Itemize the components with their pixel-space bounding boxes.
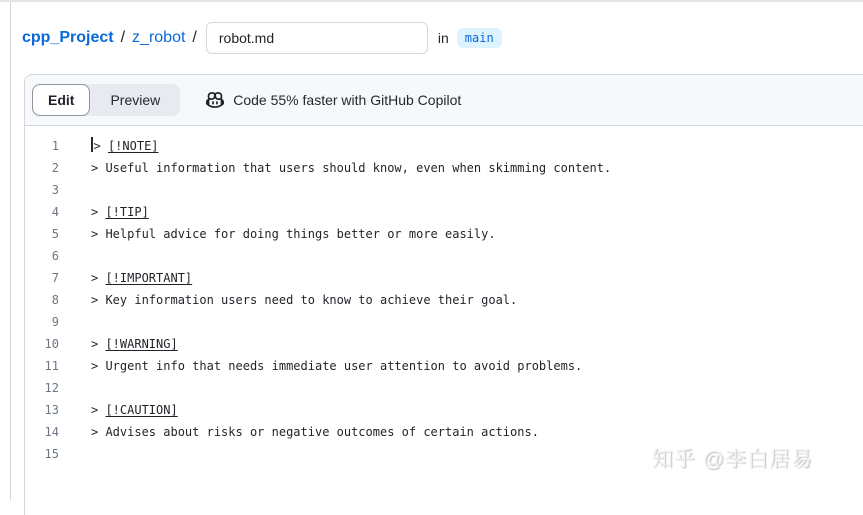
code-text: >: [93, 139, 108, 153]
alert-token: [!IMPORTANT]: [105, 271, 193, 285]
copilot-icon: [206, 91, 224, 109]
tab-edit[interactable]: Edit: [32, 84, 90, 116]
code-line-text: [59, 421, 539, 443]
code-line[interactable]: [25, 333, 863, 355]
code-line[interactable]: [25, 245, 863, 267]
line-number: 14: [44, 425, 59, 439]
code-line[interactable]: [25, 135, 863, 157]
file-header: [22, 20, 502, 56]
line-number: 5: [51, 227, 59, 241]
code-line-text: [59, 399, 178, 421]
top-divider: [0, 0, 863, 2]
code-text: >: [91, 271, 106, 285]
in-label: in: [437, 30, 449, 46]
code-line-text: [59, 377, 91, 399]
code-line-text: [59, 443, 91, 465]
code-text: > Useful information that users should know, even when skimming content.: [91, 161, 612, 175]
edit-preview-tabs: [32, 84, 180, 116]
alert-token: [!WARNING]: [105, 337, 178, 351]
alert-token: [!CAUTION]: [105, 403, 178, 417]
code-line[interactable]: [25, 289, 863, 311]
breadcrumb-separator: /: [192, 29, 197, 46]
code-text: > Helpful advice for doing things better or more easily.: [91, 227, 496, 241]
left-divider: [10, 2, 11, 500]
code-text: >: [91, 337, 106, 351]
text-cursor: [91, 137, 93, 152]
code-line-text: [59, 355, 582, 377]
code-line[interactable]: [25, 399, 863, 421]
code-line-text: [59, 289, 517, 311]
code-line[interactable]: [25, 267, 863, 289]
line-number: 1: [51, 139, 59, 153]
code-line-text: [59, 245, 91, 267]
line-number: 6: [51, 249, 59, 263]
filename-input[interactable]: [206, 22, 428, 54]
code-text: > Urgent info that needs immediate user attention to avoid problems.: [91, 359, 583, 373]
alert-token: [!TIP]: [105, 205, 149, 219]
line-number: 4: [51, 205, 59, 219]
code-line-text: [59, 157, 611, 179]
breadcrumb-folder-link[interactable]: z_robot: [132, 29, 186, 46]
line-number: 11: [44, 359, 59, 373]
line-number: 15: [44, 447, 59, 461]
code-text: > Advises about risks or negative outcomes of certain actions.: [91, 425, 539, 439]
line-number: 3: [51, 183, 59, 197]
code-line-text: [59, 311, 91, 333]
code-line-text: [59, 201, 149, 223]
code-text: >: [91, 403, 106, 417]
code-line[interactable]: [25, 157, 863, 179]
code-line[interactable]: [25, 179, 863, 201]
line-number: 12: [44, 381, 59, 395]
code-line[interactable]: [25, 377, 863, 399]
code-line-text: [59, 267, 192, 289]
line-number: 7: [51, 271, 59, 285]
code-line-text: [59, 179, 91, 201]
code-line-text: [59, 135, 159, 157]
copilot-promo-text: Code 55% faster with GitHub Copilot: [233, 92, 462, 108]
code-line[interactable]: [25, 201, 863, 223]
watermark: 知乎 @李白居易: [652, 448, 814, 471]
line-number: 9: [51, 315, 59, 329]
code-line[interactable]: [25, 223, 863, 245]
branch-badge[interactable]: main: [457, 28, 502, 48]
code-line[interactable]: [25, 421, 863, 443]
breadcrumb-repo-link[interactable]: cpp_Project: [22, 29, 114, 46]
copilot-banner: [206, 91, 461, 109]
code-line-text: [59, 223, 496, 245]
code-line[interactable]: [25, 311, 863, 333]
breadcrumb-separator: /: [120, 29, 126, 46]
line-number: 8: [51, 293, 59, 307]
alert-token: [!NOTE]: [107, 139, 159, 153]
line-number: 2: [51, 161, 59, 175]
code-editor[interactable]: [25, 126, 863, 465]
tab-preview[interactable]: Preview: [90, 84, 180, 116]
editor-tabbar: [25, 75, 863, 126]
code-text: >: [91, 205, 106, 219]
code-line-text: [59, 333, 178, 355]
code-text: > Key information users need to know to achieve their goal.: [91, 293, 518, 307]
line-number: 13: [44, 403, 59, 417]
code-line[interactable]: [25, 355, 863, 377]
line-number: 10: [44, 337, 59, 351]
